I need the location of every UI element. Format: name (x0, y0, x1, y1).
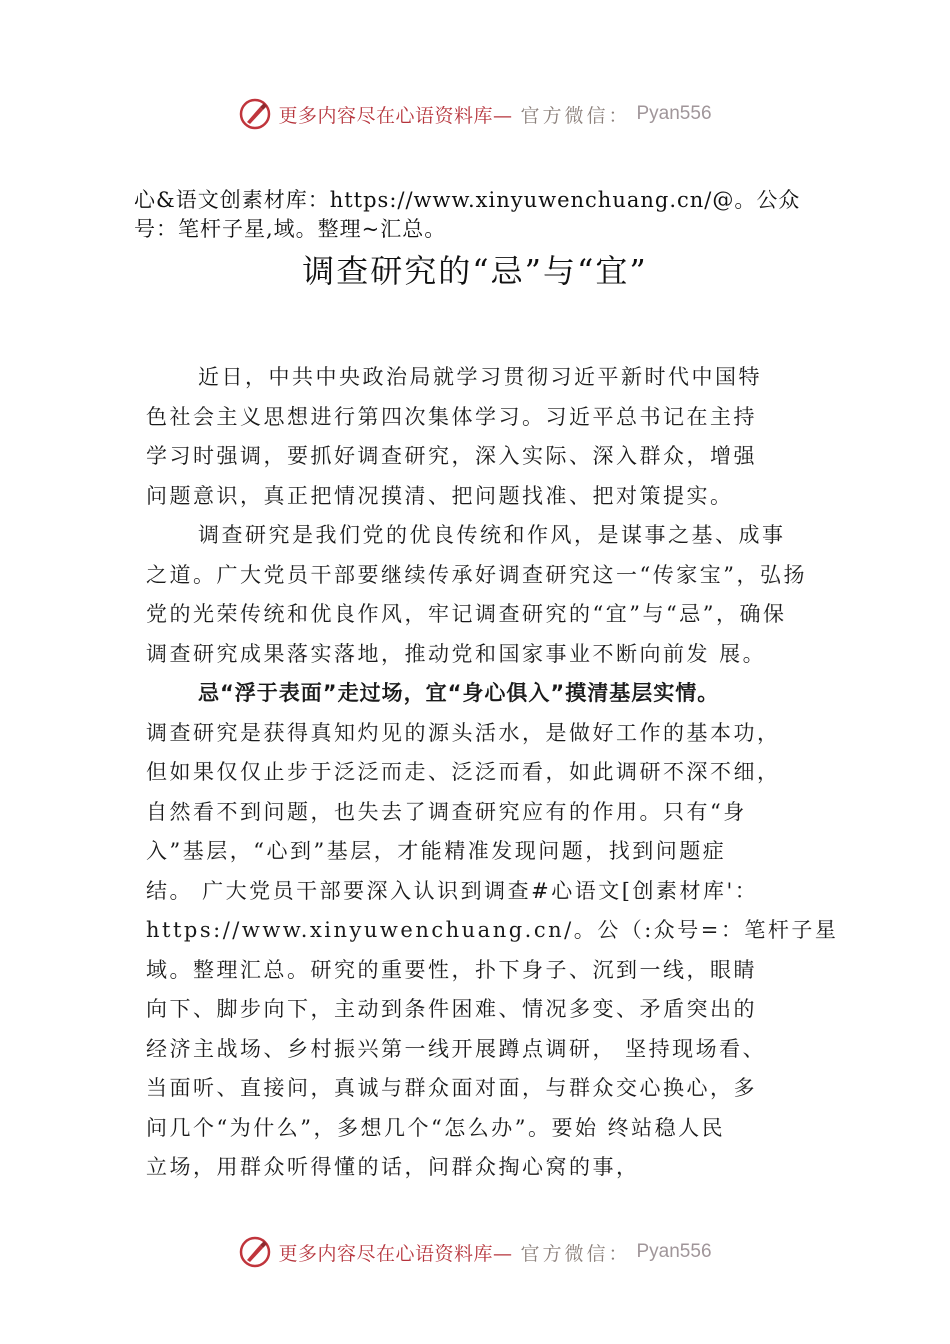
paragraph-2 (146, 516, 836, 674)
text-line: 经济主战场、乡村振兴第一线开展蹲点调研， 坚持现场看、 (146, 1036, 767, 1061)
banner-text: 更多内容尽在心语资料库— (278, 104, 513, 127)
section-heading: 忌“浮于表面”走过场，宜“身心俱入”摸清基层实情。 (198, 681, 720, 705)
text-line: 结。 广大党员干部要深入认识到调查#心语文[创素材库'： (146, 878, 759, 903)
pen-logo-icon (238, 97, 272, 131)
text-line: 当面听、直接问，真诚与群众面对面，与群众交心换心，多 (146, 1076, 757, 1100)
text-line: 调查研究是获得真知灼见的源头活水，是做好工作的基本功， (146, 720, 781, 745)
pen-logo-icon (238, 1235, 272, 1269)
paragraph-3 (146, 714, 839, 1188)
text-line: 入”基层，“心到”基层，才能精准发现问题，找到问题症 (146, 839, 727, 863)
banner-account: Pyan556 (636, 1241, 712, 1262)
text-line: 但如果仅仅止步于泛泛而走、泛泛而看，如此调研不深不细， (146, 760, 781, 784)
section-heading-paragraph (146, 674, 836, 714)
text-line: https://www.xinyuwenchuang.cn/。公（:众号=：笔杆子星 (146, 918, 839, 942)
text-line: 之道。广大党员干部要继续传承好调查研究这一“传家宝”，弘扬 (146, 562, 807, 587)
text-line: 问题意识，真正把情况摸清、把问题找准、把对策提实。 (146, 483, 734, 508)
article-body (146, 358, 839, 1188)
text-line: 党的光荣传统和优良作风，牢记调查研究的“宜”与“忌”，确保 (146, 602, 787, 626)
banner-wechat-label: 官方微信： (520, 104, 631, 127)
header-banner (0, 94, 950, 134)
banner-account: Pyan556 (636, 103, 712, 124)
page-title: 调查研究的“忌”与“宜” (302, 252, 648, 290)
text-line: 学习时强调，要抓好调查研究，深入实际、深入群众，增强 (146, 444, 757, 468)
banner-wechat-label: 官方微信： (520, 1242, 631, 1265)
text-line: 调查研究是我们党的优良传统和作风，是谋事之基、成事 (198, 523, 786, 547)
text-line: 近日，中共中央政治局就学习贯彻习近平新时代中国特 (198, 365, 762, 389)
text-line: 问几个“为什么”，多想几个“怎么办”。要始 终站稳人民 (146, 1115, 726, 1140)
text-line: 域。整理汇总。研究的重要性，扑下身子、沉到一线，眼睛 (146, 957, 757, 982)
banner-text: 更多内容尽在心语资料库— (278, 1242, 513, 1265)
text-line: 调查研究成果落实落地，推动党和国家事业不断向前发 展。 (146, 641, 767, 666)
footer-banner (0, 1232, 950, 1272)
text-line: 自然看不到问题，也失去了调查研究应有的作用。只有“身 (146, 799, 747, 824)
paragraph-1 (146, 358, 836, 516)
source-note: 心&语文创素材库：https://www.xinyuwenchuang.cn/@。公众号：笔杆子星,域。整理~汇总。 (134, 188, 801, 241)
text-line: 向下、脚步向下，主动到条件困难、情况多变、矛盾突出的 (146, 997, 757, 1021)
text-line: 立场，用群众听得懂的话，问群众掏心窝的事， (146, 1155, 640, 1179)
text-line: 色社会主义思想进行第四次集体学习。习近平总书记在主持 (146, 404, 757, 429)
